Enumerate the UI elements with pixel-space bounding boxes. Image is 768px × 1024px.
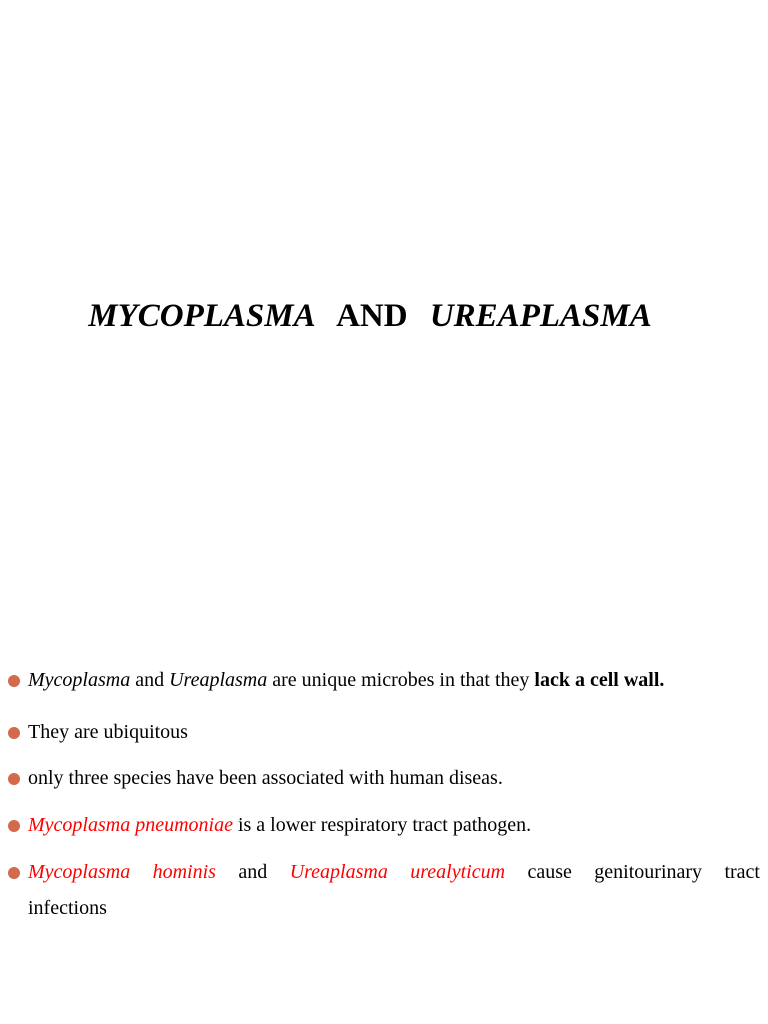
bullet-text-span: They are ubiquitous: [28, 721, 188, 743]
bullet-dot-icon: [8, 773, 20, 785]
bullet-species-name: Ureaplasma urealyticum: [289, 861, 506, 883]
bullet-text-continuation: infections: [28, 897, 107, 919]
bullet-text: [28, 858, 760, 886]
bullet-emphasis: lack a cell wall.: [534, 669, 665, 691]
bullet-dot-icon: [8, 675, 20, 687]
bullet-dot-icon: [8, 867, 20, 879]
bullet-text: [28, 666, 760, 694]
title-and: AND: [336, 298, 408, 334]
bullet-text: [28, 764, 760, 792]
bullet-text-span: and: [215, 861, 290, 883]
bullet-text-span: and: [130, 669, 170, 691]
bullet-text: [28, 718, 760, 746]
bullet-text-span: is a lower respiratory tract pathogen.: [232, 814, 532, 836]
bullet-text-span: are unique microbes in that they: [267, 669, 535, 691]
slide-title: [0, 294, 740, 338]
bullet-text-span: cause genitourinary tract: [505, 861, 760, 883]
bullet-species-name: Mycoplasma hominis: [28, 861, 216, 883]
bullet-term: Ureaplasma: [169, 669, 268, 691]
bullet-item: [0, 858, 768, 928]
bullet-dot-icon: [8, 727, 20, 739]
title-ureaplasma: UREAPLASMA: [429, 298, 652, 334]
bullet-text-span: only three species have been associated with human diseas.: [28, 767, 503, 789]
bullet-dot-icon: [8, 820, 20, 832]
bullet-species-name: Mycoplasma pneumoniae: [28, 814, 233, 836]
title-mycoplasma: MYCOPLASMA: [88, 298, 316, 334]
bullet-text: [28, 811, 760, 839]
bullet-term: Mycoplasma: [28, 669, 131, 691]
